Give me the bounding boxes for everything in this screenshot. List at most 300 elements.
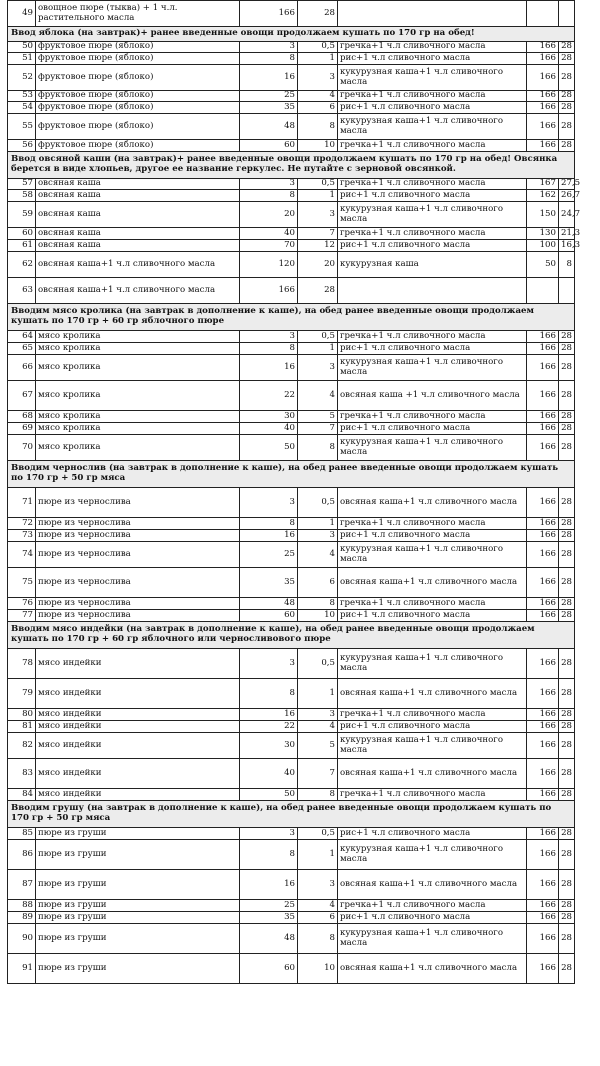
table-row [8, 331, 575, 343]
alternative-dish-cell: рис+1 ч.л сливочного масла [338, 828, 527, 840]
row-number-cell: 67 [8, 381, 36, 411]
table-row [8, 240, 575, 252]
alternative-dish-cell: гречка+1 ч.л сливочного масла [338, 709, 527, 721]
spoons-cell: 8 [298, 114, 338, 140]
table-row [8, 435, 575, 461]
table-row [8, 598, 575, 610]
alternative-dish-cell: рис+1 ч.л сливочного масла [338, 190, 527, 202]
portion-grams-cell: 8 [240, 679, 298, 709]
table-row [8, 53, 575, 65]
portion-grams-cell: 16 [240, 709, 298, 721]
spoons-cell: 7 [298, 759, 338, 789]
section-header-text: Вводим мясо индейки (на завтрак в дополнение к каше), на обед ранее введенные овощи продолжаем кушать по 170 гр + 60 гр яблочного или черносливового пюре [8, 622, 575, 649]
spoons-cell: 10 [298, 140, 338, 152]
alt-grams-cell: 166 [527, 649, 559, 679]
spoons-cell: 3 [298, 870, 338, 900]
spoons-cell: 1 [298, 190, 338, 202]
alternative-dish-cell: рис+1 ч.л сливочного масла [338, 912, 527, 924]
alt-percent-cell [559, 278, 575, 304]
section-header-text: Вводим мясо кролика (на завтрак в дополнение к каше), на обед ранее введенные овощи продолжаем кушать по 170 гр + 60 гр яблочного пюре [8, 304, 575, 331]
spoons-cell: 1 [298, 53, 338, 65]
alternative-dish-cell: гречка+1 ч.л сливочного масла [338, 140, 527, 152]
alt-percent-cell: 28 [559, 828, 575, 840]
alternative-dish-cell: кукурузная каша+1 ч.л сливочного масла [338, 924, 527, 954]
spoons-cell: 0,5 [298, 488, 338, 518]
spoons-cell: 6 [298, 102, 338, 114]
alt-grams-cell: 166 [527, 924, 559, 954]
row-number-cell: 81 [8, 721, 36, 733]
row-number-cell: 78 [8, 649, 36, 679]
alt-percent-cell: 28 [559, 518, 575, 530]
alt-grams-cell: 166 [527, 912, 559, 924]
row-number-cell: 49 [8, 1, 36, 27]
alternative-dish-cell: кукурузная каша+1 ч.л сливочного масла [338, 649, 527, 679]
alternative-dish-cell: гречка+1 ч.л сливочного масла [338, 228, 527, 240]
alt-percent-cell: 16,3 [559, 240, 575, 252]
table-row [8, 65, 575, 91]
alternative-dish-cell [338, 1, 527, 27]
alt-grams-cell: 100 [527, 240, 559, 252]
table-row [8, 789, 575, 801]
table-row [8, 954, 575, 984]
alt-grams-cell: 166 [527, 530, 559, 542]
table-row [8, 102, 575, 114]
row-number-cell: 91 [8, 954, 36, 984]
portion-grams-cell: 60 [240, 954, 298, 984]
alt-percent-cell: 28 [559, 542, 575, 568]
alt-grams-cell: 166 [527, 518, 559, 530]
alt-grams-cell: 166 [527, 542, 559, 568]
portion-grams-cell: 8 [240, 53, 298, 65]
food-name-cell: мясо кролика [36, 411, 240, 423]
row-number-cell: 51 [8, 53, 36, 65]
food-name-cell: мясо индейки [36, 649, 240, 679]
table-row [8, 900, 575, 912]
food-name-cell: овсяная каша+1 ч.л сливочного масла [36, 278, 240, 304]
alt-grams-cell: 166 [527, 721, 559, 733]
alt-grams-cell: 166 [527, 598, 559, 610]
portion-grams-cell: 3 [240, 179, 298, 190]
spoons-cell: 7 [298, 423, 338, 435]
alt-grams-cell: 166 [527, 840, 559, 870]
table-row [8, 278, 575, 304]
row-number-cell: 90 [8, 924, 36, 954]
alt-percent-cell: 28 [559, 954, 575, 984]
alt-grams-cell: 166 [527, 331, 559, 343]
spoons-cell: 0,5 [298, 649, 338, 679]
portion-grams-cell: 8 [240, 343, 298, 355]
food-name-cell: овощное пюре (тыква) + 1 ч.л. растительного масла [36, 1, 240, 27]
alt-grams-cell: 167 [527, 179, 559, 190]
row-number-cell: 50 [8, 42, 36, 53]
food-name-cell: фруктовое пюре (яблоко) [36, 102, 240, 114]
alternative-dish-cell: кукурузная каша [338, 252, 527, 278]
row-number-cell: 71 [8, 488, 36, 518]
food-name-cell: овсяная каша [36, 190, 240, 202]
alt-percent-cell: 28 [559, 114, 575, 140]
section-header-row [8, 622, 575, 649]
alt-grams-cell: 166 [527, 870, 559, 900]
alt-grams-cell: 166 [527, 435, 559, 461]
alternative-dish-cell: гречка+1 ч.л сливочного масла [338, 179, 527, 190]
spoons-cell: 5 [298, 411, 338, 423]
row-number-cell: 53 [8, 91, 36, 102]
alt-percent-cell: 28 [559, 568, 575, 598]
table-row [8, 542, 575, 568]
alt-percent-cell: 28 [559, 53, 575, 65]
spoons-cell: 6 [298, 912, 338, 924]
alt-percent-cell: 28 [559, 343, 575, 355]
table-row [8, 924, 575, 954]
alt-grams-cell: 166 [527, 954, 559, 984]
portion-grams-cell: 8 [240, 518, 298, 530]
alt-percent-cell: 28 [559, 411, 575, 423]
spoons-cell: 10 [298, 954, 338, 984]
table-row [8, 411, 575, 423]
spoons-cell: 6 [298, 568, 338, 598]
spoons-cell: 3 [298, 202, 338, 228]
alt-grams-cell: 166 [527, 488, 559, 518]
row-number-cell: 56 [8, 140, 36, 152]
table-row [8, 721, 575, 733]
food-name-cell: фруктовое пюре (яблоко) [36, 53, 240, 65]
alternative-dish-cell: рис+1 ч.л сливочного масла [338, 721, 527, 733]
row-number-cell: 68 [8, 411, 36, 423]
row-number-cell: 63 [8, 278, 36, 304]
alternative-dish-cell: кукурузная каша+1 ч.л сливочного масла [338, 542, 527, 568]
alt-percent-cell: 28 [559, 140, 575, 152]
section-header-row [8, 304, 575, 331]
table-row [8, 179, 575, 190]
alt-grams-cell: 166 [527, 411, 559, 423]
spoons-cell: 3 [298, 65, 338, 91]
alternative-dish-cell: гречка+1 ч.л сливочного масла [338, 518, 527, 530]
food-name-cell: пюре из груши [36, 912, 240, 924]
table-row [8, 202, 575, 228]
food-name-cell: мясо индейки [36, 679, 240, 709]
portion-grams-cell: 35 [240, 568, 298, 598]
spoons-cell: 4 [298, 381, 338, 411]
alternative-dish-cell: овсяная каша+1 ч.л сливочного масла [338, 759, 527, 789]
table-row [8, 679, 575, 709]
alternative-dish-cell: рис+1 ч.л сливочного масла [338, 343, 527, 355]
table-row [8, 759, 575, 789]
food-name-cell: фруктовое пюре (яблоко) [36, 140, 240, 152]
portion-grams-cell: 166 [240, 278, 298, 304]
row-number-cell: 58 [8, 190, 36, 202]
alternative-dish-cell: гречка+1 ч.л сливочного масла [338, 411, 527, 423]
spoons-cell: 8 [298, 435, 338, 461]
food-name-cell: овсяная каша [36, 202, 240, 228]
alt-percent-cell: 28 [559, 91, 575, 102]
alt-grams-cell: 166 [527, 828, 559, 840]
spoons-cell: 20 [298, 252, 338, 278]
portion-grams-cell: 30 [240, 733, 298, 759]
portion-grams-cell: 16 [240, 530, 298, 542]
alternative-dish-cell: гречка+1 ч.л сливочного масла [338, 598, 527, 610]
spoons-cell: 0,5 [298, 331, 338, 343]
row-number-cell: 85 [8, 828, 36, 840]
row-number-cell: 86 [8, 840, 36, 870]
portion-grams-cell: 3 [240, 42, 298, 53]
row-number-cell: 77 [8, 610, 36, 622]
portion-grams-cell: 16 [240, 870, 298, 900]
alt-percent-cell: 28 [559, 423, 575, 435]
food-name-cell: фруктовое пюре (яблоко) [36, 114, 240, 140]
spoons-cell: 7 [298, 228, 338, 240]
portion-grams-cell: 30 [240, 411, 298, 423]
alt-percent-cell: 24,7 [559, 202, 575, 228]
table-row [8, 114, 575, 140]
row-number-cell: 69 [8, 423, 36, 435]
feeding-schedule-table [7, 0, 581, 984]
row-number-cell: 73 [8, 530, 36, 542]
table-row [8, 733, 575, 759]
alternative-dish-cell: овсяная каша +1 ч.л сливочного масла [338, 381, 527, 411]
alt-percent-cell: 28 [559, 331, 575, 343]
alt-grams-cell: 166 [527, 423, 559, 435]
alt-grams-cell: 166 [527, 42, 559, 53]
alt-percent-cell: 26,7 [559, 190, 575, 202]
row-number-cell: 60 [8, 228, 36, 240]
food-name-cell: пюре из чернослива [36, 488, 240, 518]
alternative-dish-cell: кукурузная каша+1 ч.л сливочного масла [338, 733, 527, 759]
row-number-cell: 66 [8, 355, 36, 381]
alt-percent-cell: 28 [559, 679, 575, 709]
alternative-dish-cell [338, 278, 527, 304]
spoons-cell: 3 [298, 355, 338, 381]
alternative-dish-cell: рис+1 ч.л сливочного масла [338, 610, 527, 622]
food-name-cell: пюре из чернослива [36, 542, 240, 568]
table-row [8, 140, 575, 152]
spoons-cell: 28 [298, 278, 338, 304]
portion-grams-cell: 50 [240, 435, 298, 461]
alt-percent-cell: 28 [559, 65, 575, 91]
alternative-dish-cell: кукурузная каша+1 ч.л сливочного масла [338, 65, 527, 91]
alt-percent-cell [559, 1, 575, 27]
row-number-cell: 84 [8, 789, 36, 801]
portion-grams-cell: 40 [240, 423, 298, 435]
portion-grams-cell: 40 [240, 228, 298, 240]
portion-grams-cell: 60 [240, 140, 298, 152]
row-number-cell: 83 [8, 759, 36, 789]
table-row [8, 912, 575, 924]
table-row [8, 355, 575, 381]
food-name-cell: мясо индейки [36, 759, 240, 789]
alt-percent-cell: 28 [559, 759, 575, 789]
alt-grams-cell [527, 278, 559, 304]
row-number-cell: 72 [8, 518, 36, 530]
alt-percent-cell: 27,5 [559, 179, 575, 190]
row-number-cell: 88 [8, 900, 36, 912]
food-name-cell: пюре из чернослива [36, 598, 240, 610]
portion-grams-cell: 20 [240, 202, 298, 228]
food-name-cell: овсяная каша [36, 228, 240, 240]
alt-grams-cell: 130 [527, 228, 559, 240]
section-header-text: Вводим грушу (на завтрак в дополнение к каше), на обед ранее введенные овощи продолжаем кушать по 170 гр + 50 гр мяса [8, 801, 575, 828]
portion-grams-cell: 50 [240, 789, 298, 801]
alt-percent-cell: 28 [559, 381, 575, 411]
alt-percent-cell: 28 [559, 789, 575, 801]
alternative-dish-cell: овсяная каша+1 ч.л сливочного масла [338, 488, 527, 518]
section-header-row [8, 152, 575, 179]
alt-percent-cell: 28 [559, 530, 575, 542]
spoons-cell: 8 [298, 924, 338, 954]
alt-grams-cell: 166 [527, 759, 559, 789]
table-row [8, 840, 575, 870]
alt-grams-cell: 166 [527, 65, 559, 91]
portion-grams-cell: 3 [240, 828, 298, 840]
alt-grams-cell: 166 [527, 114, 559, 140]
alt-grams-cell: 166 [527, 91, 559, 102]
spoons-cell: 12 [298, 240, 338, 252]
row-number-cell: 75 [8, 568, 36, 598]
portion-grams-cell: 25 [240, 91, 298, 102]
alt-grams-cell: 166 [527, 568, 559, 598]
spoons-cell: 8 [298, 598, 338, 610]
food-name-cell: мясо кролика [36, 355, 240, 381]
section-header-text: Ввод овсяной каши (на завтрак)+ ранее введенные овощи продолжаем кушать по 170 гр на обед! Овсянка берется в виде хлопьев, другое ее название геркулес. Не путайте с зерновой овсянкой. [8, 152, 575, 179]
table-row [8, 649, 575, 679]
alt-grams-cell: 166 [527, 789, 559, 801]
food-name-cell: пюре из груши [36, 828, 240, 840]
alt-grams-cell: 166 [527, 610, 559, 622]
food-name-cell: пюре из груши [36, 924, 240, 954]
spoons-cell: 8 [298, 789, 338, 801]
row-number-cell: 55 [8, 114, 36, 140]
portion-grams-cell: 60 [240, 610, 298, 622]
row-number-cell: 70 [8, 435, 36, 461]
row-number-cell: 87 [8, 870, 36, 900]
alt-grams-cell: 166 [527, 53, 559, 65]
alt-percent-cell: 8 [559, 252, 575, 278]
food-name-cell: фруктовое пюре (яблоко) [36, 42, 240, 53]
spoons-cell: 5 [298, 733, 338, 759]
row-number-cell: 74 [8, 542, 36, 568]
table-row [8, 423, 575, 435]
alt-grams-cell: 166 [527, 102, 559, 114]
alt-percent-cell: 28 [559, 709, 575, 721]
alternative-dish-cell: овсяная каша+1 ч.л сливочного масла [338, 568, 527, 598]
table-row [8, 610, 575, 622]
row-number-cell: 89 [8, 912, 36, 924]
spoons-cell: 10 [298, 610, 338, 622]
spoons-cell: 1 [298, 679, 338, 709]
food-name-cell: пюре из груши [36, 954, 240, 984]
alt-grams-cell: 166 [527, 709, 559, 721]
row-number-cell: 80 [8, 709, 36, 721]
alt-grams-cell: 166 [527, 355, 559, 381]
table-row [8, 343, 575, 355]
spoons-cell: 4 [298, 900, 338, 912]
portion-grams-cell: 3 [240, 488, 298, 518]
alt-percent-cell: 28 [559, 900, 575, 912]
table-row [8, 1, 575, 27]
alternative-dish-cell: рис+1 ч.л сливочного масла [338, 423, 527, 435]
food-name-cell: мясо кролика [36, 435, 240, 461]
alternative-dish-cell: гречка+1 ч.л сливочного масла [338, 331, 527, 343]
table-row [8, 870, 575, 900]
alternative-dish-cell: гречка+1 ч.л сливочного масла [338, 900, 527, 912]
spoons-cell: 0,5 [298, 828, 338, 840]
alt-grams-cell [527, 1, 559, 27]
food-name-cell: мясо кролика [36, 423, 240, 435]
spoons-cell: 3 [298, 709, 338, 721]
portion-grams-cell: 48 [240, 114, 298, 140]
table-row [8, 488, 575, 518]
food-name-cell: мясо кролика [36, 343, 240, 355]
alternative-dish-cell: рис+1 ч.л сливочного масла [338, 530, 527, 542]
portion-grams-cell: 25 [240, 900, 298, 912]
food-name-cell: мясо кролика [36, 331, 240, 343]
food-name-cell: мясо индейки [36, 789, 240, 801]
spoons-cell: 4 [298, 91, 338, 102]
alt-grams-cell: 166 [527, 140, 559, 152]
table-row [8, 518, 575, 530]
table-row [8, 828, 575, 840]
alt-percent-cell: 28 [559, 42, 575, 53]
food-name-cell: мясо индейки [36, 733, 240, 759]
table-row [8, 252, 575, 278]
row-number-cell: 64 [8, 331, 36, 343]
alternative-dish-cell: овсяная каша+1 ч.л сливочного масла [338, 954, 527, 984]
alternative-dish-cell: овсяная каша+1 ч.л сливочного масла [338, 679, 527, 709]
spoons-cell: 0,5 [298, 179, 338, 190]
portion-grams-cell: 22 [240, 381, 298, 411]
table-body [8, 0, 581, 984]
alt-percent-cell: 28 [559, 733, 575, 759]
portion-grams-cell: 22 [240, 721, 298, 733]
alt-grams-cell: 166 [527, 381, 559, 411]
spoons-cell: 3 [298, 530, 338, 542]
spoons-cell: 4 [298, 542, 338, 568]
row-number-cell: 82 [8, 733, 36, 759]
portion-grams-cell: 8 [240, 840, 298, 870]
alternative-dish-cell: рис+1 ч.л сливочного масла [338, 240, 527, 252]
alternative-dish-cell: рис+1 ч.л сливочного масла [338, 53, 527, 65]
portion-grams-cell: 35 [240, 102, 298, 114]
section-header-row [8, 27, 575, 42]
spoons-cell: 0,5 [298, 42, 338, 53]
portion-grams-cell: 3 [240, 331, 298, 343]
food-name-cell: мясо кролика [36, 381, 240, 411]
row-number-cell: 52 [8, 65, 36, 91]
alt-percent-cell: 28 [559, 924, 575, 954]
alternative-dish-cell: кукурузная каша+1 ч.л сливочного масла [338, 114, 527, 140]
alternative-dish-cell: кукурузная каша+1 ч.л сливочного масла [338, 202, 527, 228]
row-number-cell: 65 [8, 343, 36, 355]
table-row [8, 709, 575, 721]
alternative-dish-cell: гречка+1 ч.л сливочного масла [338, 42, 527, 53]
alt-percent-cell: 28 [559, 721, 575, 733]
alt-grams-cell: 162 [527, 190, 559, 202]
alt-percent-cell: 28 [559, 610, 575, 622]
portion-grams-cell: 48 [240, 924, 298, 954]
alt-percent-cell: 28 [559, 488, 575, 518]
alt-percent-cell: 28 [559, 870, 575, 900]
portion-grams-cell: 16 [240, 65, 298, 91]
food-name-cell: пюре из чернослива [36, 568, 240, 598]
portion-grams-cell: 25 [240, 542, 298, 568]
food-name-cell: пюре из груши [36, 870, 240, 900]
alternative-dish-cell: кукурузная каша+1 ч.л сливочного масла [338, 355, 527, 381]
row-number-cell: 76 [8, 598, 36, 610]
alt-percent-cell: 28 [559, 649, 575, 679]
section-header-row [8, 801, 575, 828]
alternative-dish-cell: овсяная каша+1 ч.л сливочного масла [338, 870, 527, 900]
portion-grams-cell: 40 [240, 759, 298, 789]
row-number-cell: 61 [8, 240, 36, 252]
